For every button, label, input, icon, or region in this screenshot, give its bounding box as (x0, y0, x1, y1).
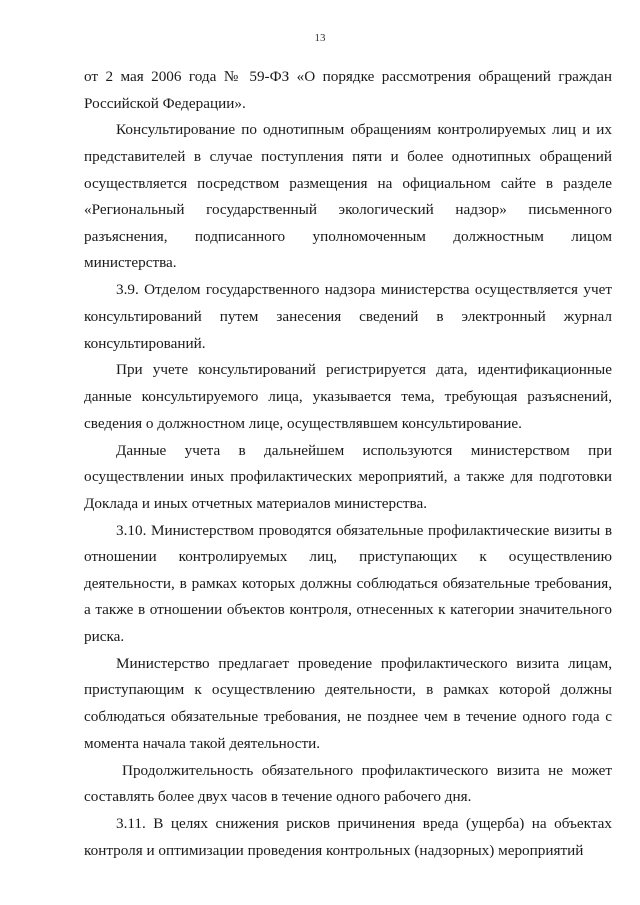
paragraph-consultation-similar-requests: Консультирование по однотипным обращениям контролируемых лиц и их представителей в случае поступления пяти и более однотипных обращений осуществляется посредством размещения на официальном сайте в разделе «Региональный государственный экологический надзор» письменного разъяснения, подписанного уполномоченным должностным лицом министерства. (84, 121, 612, 272)
paragraph-3-9: 3.9. Отделом государственного надзора министерства осуществляется учет консультирований путем занесения сведений в электронный журнал консультирований. (84, 281, 612, 352)
paragraph-registration: При учете консультирований регистрируется дата, идентификационные данные консультируемого лица, указывается тема, требующая разъяснений, сведения о должностном лице, осуществлявшем консультирование. (84, 361, 612, 432)
page-number: 13 (314, 32, 326, 44)
document-body (84, 64, 612, 864)
paragraph-visit-duration: Продолжительность обязательного профилактического визита не может составлять более двух часов в течение одного рабочего дня. (84, 761, 612, 806)
paragraph-3-10: 3.10. Министерством проводятся обязательные профилактические визиты в отношении контролируемых лиц, приступающих к осуществлению деятельности, в рамках которых должны соблюдаться обязательные требования, а также в отношении объектов контроля, отнесенных к категории значительного риска. (84, 521, 612, 645)
paragraph-visit-offer: Министерство предлагает проведение профилактического визита лицам, приступающим к осуществлению деятельности, в рамках которой должны соблюдаться обязательные требования, не позднее чем в течение одного года с момента начала такой деятельности. (84, 654, 612, 752)
paragraph-continuation: от 2 мая 2006 года № 59-ФЗ «О порядке рассмотрения обращений граждан Российской Федерации». (84, 68, 612, 112)
paragraph-3-11: 3.11. В целях снижения рисков причинения вреда (ущерба) на объектах контроля и оптимизации проведения контрольных (надзорных) мероприятий (84, 815, 612, 859)
paragraph-accounting-data: Данные учета в дальнейшем используются министерством при осуществлении иных профилактических мероприятий, а также для подготовки Доклада и иных отчетных материалов министерства. (84, 441, 612, 512)
